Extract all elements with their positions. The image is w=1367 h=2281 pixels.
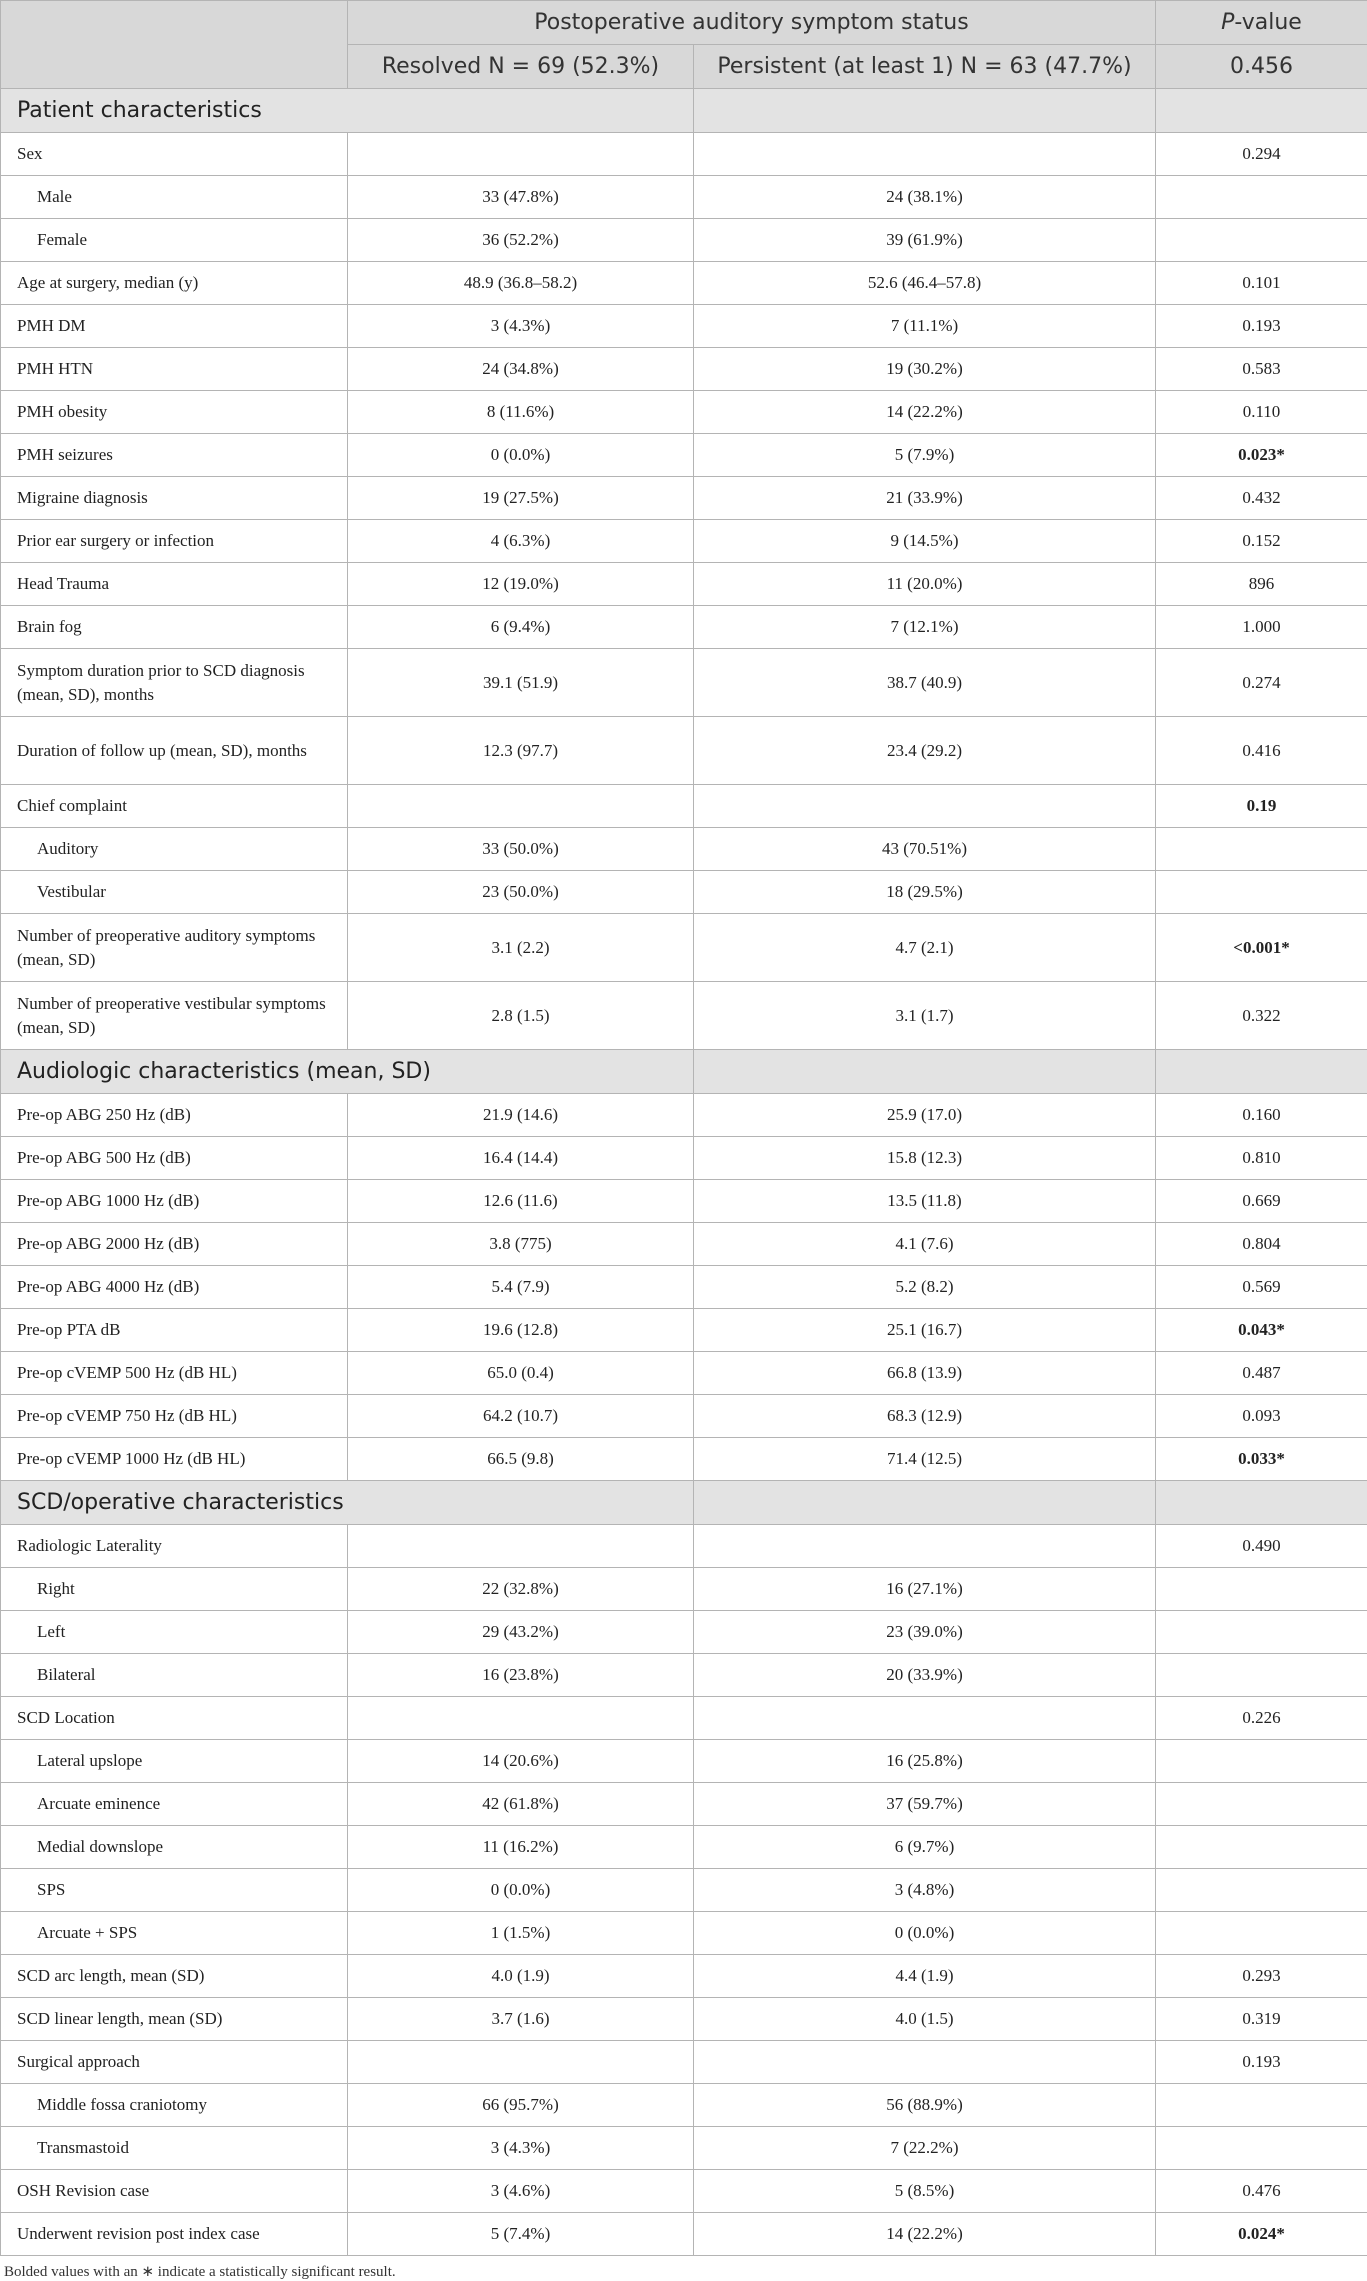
row-label: SPS — [1, 1869, 348, 1912]
persistent-value: 3 (4.8%) — [694, 1869, 1156, 1912]
p-value — [1156, 1654, 1367, 1697]
persistent-value: 3.1 (1.7) — [694, 982, 1156, 1050]
p-value — [1156, 2084, 1367, 2127]
row-label: PMH HTN — [1, 348, 348, 391]
persistent-value: 25.1 (16.7) — [694, 1309, 1156, 1352]
p-value: 0.432 — [1156, 477, 1367, 520]
table-row — [1, 1352, 1367, 1395]
persistent-value: 20 (33.9%) — [694, 1654, 1156, 1697]
resolved-value: 3.7 (1.6) — [348, 1998, 694, 2041]
resolved-value: 64.2 (10.7) — [348, 1395, 694, 1438]
persistent-value: 38.7 (40.9) — [694, 649, 1156, 717]
table-row — [1, 1654, 1367, 1697]
persistent-value: 14 (22.2%) — [694, 2213, 1156, 2256]
resolved-value: 42 (61.8%) — [348, 1783, 694, 1826]
persistent-value — [694, 2041, 1156, 2084]
table-row — [1, 785, 1367, 828]
table-row — [1, 348, 1367, 391]
resolved-value: 22 (32.8%) — [348, 1568, 694, 1611]
p-value — [1156, 871, 1367, 914]
table-row — [1, 262, 1367, 305]
p-value: 0.093 — [1156, 1395, 1367, 1438]
table-row — [1, 520, 1367, 563]
table-row — [1, 1266, 1367, 1309]
resolved-value: 12.6 (11.6) — [348, 1180, 694, 1223]
section-title: SCD/operative characteristics — [1, 1481, 694, 1525]
persistent-value: 56 (88.9%) — [694, 2084, 1156, 2127]
row-label: PMH obesity — [1, 391, 348, 434]
row-label: Surgical approach — [1, 2041, 348, 2084]
table-row — [1, 828, 1367, 871]
p-value: 0.101 — [1156, 262, 1367, 305]
table-body — [1, 89, 1367, 2256]
resolved-value: 12.3 (97.7) — [348, 717, 694, 785]
persistent-value: 7 (12.1%) — [694, 606, 1156, 649]
table-row — [1, 1137, 1367, 1180]
persistent-value: 13.5 (11.8) — [694, 1180, 1156, 1223]
persistent-value: 16 (25.8%) — [694, 1740, 1156, 1783]
p-value: 0.274 — [1156, 649, 1367, 717]
p-value: 0.193 — [1156, 2041, 1367, 2084]
persistent-value: 37 (59.7%) — [694, 1783, 1156, 1826]
resolved-value: 12 (19.0%) — [348, 563, 694, 606]
persistent-value — [694, 1525, 1156, 1568]
section-header-row — [1, 89, 1367, 133]
persistent-value: 43 (70.51%) — [694, 828, 1156, 871]
resolved-value: 3.1 (2.2) — [348, 914, 694, 982]
p-value — [1156, 1740, 1367, 1783]
row-label: Arcuate + SPS — [1, 1912, 348, 1955]
row-label: Head Trauma — [1, 563, 348, 606]
row-label: PMH seizures — [1, 434, 348, 477]
resolved-value: 4.0 (1.9) — [348, 1955, 694, 1998]
p-value-significant: 0.043* — [1156, 1309, 1367, 1352]
table-row — [1, 2170, 1367, 2213]
p-value: 0.193 — [1156, 305, 1367, 348]
table-row — [1, 1869, 1367, 1912]
persistent-value: 5.2 (8.2) — [694, 1266, 1156, 1309]
persistent-value: 7 (22.2%) — [694, 2127, 1156, 2170]
resolved-value — [348, 1525, 694, 1568]
row-label: Pre-op ABG 500 Hz (dB) — [1, 1137, 348, 1180]
resolved-value: 2.8 (1.5) — [348, 982, 694, 1050]
resolved-value: 66 (95.7%) — [348, 2084, 694, 2127]
persistent-value: 5 (8.5%) — [694, 2170, 1156, 2213]
row-label: SCD Location — [1, 1697, 348, 1740]
row-label: Bilateral — [1, 1654, 348, 1697]
persistent-value: 68.3 (12.9) — [694, 1395, 1156, 1438]
p-value: 0.152 — [1156, 520, 1367, 563]
table-row — [1, 305, 1367, 348]
row-label: OSH Revision case — [1, 2170, 348, 2213]
resolved-value: 0 (0.0%) — [348, 1869, 694, 1912]
resolved-value: 3 (4.3%) — [348, 305, 694, 348]
row-label: Radiologic Laterality — [1, 1525, 348, 1568]
table-row — [1, 2213, 1367, 2256]
row-label: Number of preoperative auditory symptoms (mean, SD) — [1, 914, 348, 982]
resolved-value: 1 (1.5%) — [348, 1912, 694, 1955]
row-label: Brain fog — [1, 606, 348, 649]
table-row — [1, 219, 1367, 262]
p-value-significant: <0.001* — [1156, 914, 1367, 982]
row-label: Medial downslope — [1, 1826, 348, 1869]
table-row — [1, 563, 1367, 606]
table-row — [1, 1180, 1367, 1223]
table-row — [1, 1611, 1367, 1654]
header-resolved: Resolved N = 69 (52.3%) — [348, 45, 694, 89]
p-value: 0.226 — [1156, 1697, 1367, 1740]
persistent-value: 23.4 (29.2) — [694, 717, 1156, 785]
resolved-value: 66.5 (9.8) — [348, 1438, 694, 1481]
resolved-value: 5 (7.4%) — [348, 2213, 694, 2256]
p-value — [1156, 2127, 1367, 2170]
section-blank-cell — [1156, 1050, 1367, 1094]
table-row — [1, 1697, 1367, 1740]
resolved-value: 3.8 (775) — [348, 1223, 694, 1266]
p-value: 896 — [1156, 563, 1367, 606]
row-label: Arcuate eminence — [1, 1783, 348, 1826]
persistent-value: 0 (0.0%) — [694, 1912, 1156, 1955]
table-row — [1, 1438, 1367, 1481]
table-row — [1, 982, 1367, 1050]
resolved-value: 3 (4.3%) — [348, 2127, 694, 2170]
resolved-value: 16.4 (14.4) — [348, 1137, 694, 1180]
resolved-value: 36 (52.2%) — [348, 219, 694, 262]
row-label: Pre-op PTA dB — [1, 1309, 348, 1352]
resolved-value: 16 (23.8%) — [348, 1654, 694, 1697]
row-label: Middle fossa craniotomy — [1, 2084, 348, 2127]
resolved-value: 29 (43.2%) — [348, 1611, 694, 1654]
section-header-row — [1, 1050, 1367, 1094]
table-row — [1, 1783, 1367, 1826]
header-blank-cell — [1, 1, 348, 89]
table-row — [1, 434, 1367, 477]
table-row — [1, 2084, 1367, 2127]
persistent-value: 9 (14.5%) — [694, 520, 1156, 563]
resolved-value: 19 (27.5%) — [348, 477, 694, 520]
header-overall-pvalue: 0.456 — [1156, 45, 1367, 89]
row-label: Pre-op cVEMP 750 Hz (dB HL) — [1, 1395, 348, 1438]
persistent-value — [694, 133, 1156, 176]
row-label: Age at surgery, median (y) — [1, 262, 348, 305]
p-value — [1156, 176, 1367, 219]
persistent-value — [694, 1697, 1156, 1740]
persistent-value: 25.9 (17.0) — [694, 1094, 1156, 1137]
table-row — [1, 1998, 1367, 2041]
table-row — [1, 606, 1367, 649]
persistent-value: 16 (27.1%) — [694, 1568, 1156, 1611]
section-blank-cell — [1156, 1481, 1367, 1525]
row-label: Symptom duration prior to SCD diagnosis (mean, SD), months — [1, 649, 348, 717]
section-blank-cell — [1156, 89, 1367, 133]
row-label: Pre-op cVEMP 1000 Hz (dB HL) — [1, 1438, 348, 1481]
persistent-value: 6 (9.7%) — [694, 1826, 1156, 1869]
resolved-value: 33 (47.8%) — [348, 176, 694, 219]
p-value-significant: 0.024* — [1156, 2213, 1367, 2256]
table-row — [1, 1395, 1367, 1438]
resolved-value — [348, 2041, 694, 2084]
row-label: Chief complaint — [1, 785, 348, 828]
table-row — [1, 649, 1367, 717]
p-value — [1156, 1611, 1367, 1654]
row-label: SCD linear length, mean (SD) — [1, 1998, 348, 2041]
section-title: Patient characteristics — [1, 89, 694, 133]
p-value — [1156, 1912, 1367, 1955]
row-label: Migraine diagnosis — [1, 477, 348, 520]
row-label: Duration of follow up (mean, SD), months — [1, 717, 348, 785]
persistent-value: 7 (11.1%) — [694, 305, 1156, 348]
p-value: 1.000 — [1156, 606, 1367, 649]
row-label: Pre-op ABG 1000 Hz (dB) — [1, 1180, 348, 1223]
p-value: 0.476 — [1156, 2170, 1367, 2213]
p-value — [1156, 1826, 1367, 1869]
row-label: Lateral upslope — [1, 1740, 348, 1783]
row-label: PMH DM — [1, 305, 348, 348]
persistent-value: 52.6 (46.4–57.8) — [694, 262, 1156, 305]
p-value: 0.293 — [1156, 1955, 1367, 1998]
persistent-value: 14 (22.2%) — [694, 391, 1156, 434]
p-value: 0.416 — [1156, 717, 1367, 785]
row-label: Sex — [1, 133, 348, 176]
p-value-significant: 0.033* — [1156, 1438, 1367, 1481]
resolved-value: 23 (50.0%) — [348, 871, 694, 914]
header-pvalue-italic: P — [1221, 10, 1234, 35]
table-row — [1, 717, 1367, 785]
resolved-value: 21.9 (14.6) — [348, 1094, 694, 1137]
row-label: Prior ear surgery or infection — [1, 520, 348, 563]
row-label: Pre-op cVEMP 500 Hz (dB HL) — [1, 1352, 348, 1395]
p-value — [1156, 1783, 1367, 1826]
table-row — [1, 1740, 1367, 1783]
table-row — [1, 1525, 1367, 1568]
row-label: Male — [1, 176, 348, 219]
resolved-value: 39.1 (51.9) — [348, 649, 694, 717]
section-blank-cell — [694, 1050, 1156, 1094]
table-row — [1, 1912, 1367, 1955]
resolved-value: 5.4 (7.9) — [348, 1266, 694, 1309]
persistent-value: 23 (39.0%) — [694, 1611, 1156, 1654]
row-label: Left — [1, 1611, 348, 1654]
row-label: Underwent revision post index case — [1, 2213, 348, 2256]
row-label: Vestibular — [1, 871, 348, 914]
table-row — [1, 477, 1367, 520]
section-blank-cell — [694, 1481, 1156, 1525]
p-value: 0.804 — [1156, 1223, 1367, 1266]
table-row — [1, 176, 1367, 219]
resolved-value: 3 (4.6%) — [348, 2170, 694, 2213]
p-value: 0.160 — [1156, 1094, 1367, 1137]
section-blank-cell — [694, 89, 1156, 133]
header-group-title: Postoperative auditory symptom status — [348, 1, 1156, 45]
row-label: Auditory — [1, 828, 348, 871]
table-row — [1, 2041, 1367, 2084]
resolved-value: 24 (34.8%) — [348, 348, 694, 391]
table-row — [1, 1309, 1367, 1352]
persistent-value: 15.8 (12.3) — [694, 1137, 1156, 1180]
row-label: Number of preoperative vestibular symptoms (mean, SD) — [1, 982, 348, 1050]
persistent-value: 21 (33.9%) — [694, 477, 1156, 520]
p-value: 0.487 — [1156, 1352, 1367, 1395]
resolved-value: 19.6 (12.8) — [348, 1309, 694, 1352]
resolved-value: 6 (9.4%) — [348, 606, 694, 649]
p-value: 0.569 — [1156, 1266, 1367, 1309]
row-label: Pre-op ABG 4000 Hz (dB) — [1, 1266, 348, 1309]
table-row — [1, 871, 1367, 914]
header-pvalue-rest: -value — [1234, 10, 1301, 35]
p-value-significant: 0.19 — [1156, 785, 1367, 828]
resolved-value — [348, 1697, 694, 1740]
table-row — [1, 391, 1367, 434]
resolved-value: 33 (50.0%) — [348, 828, 694, 871]
p-value — [1156, 219, 1367, 262]
p-value: 0.294 — [1156, 133, 1367, 176]
row-label: SCD arc length, mean (SD) — [1, 1955, 348, 1998]
resolved-value: 11 (16.2%) — [348, 1826, 694, 1869]
table-footnote: Bolded values with an ∗ indicate a statistically significant result. — [4, 2262, 396, 2281]
persistent-value: 4.0 (1.5) — [694, 1998, 1156, 2041]
section-header-row — [1, 1481, 1367, 1525]
persistent-value — [694, 785, 1156, 828]
persistent-value: 39 (61.9%) — [694, 219, 1156, 262]
header-persistent: Persistent (at least 1) N = 63 (47.7%) — [694, 45, 1156, 89]
table-row — [1, 2127, 1367, 2170]
p-value: 0.669 — [1156, 1180, 1367, 1223]
persistent-value: 19 (30.2%) — [694, 348, 1156, 391]
table-row — [1, 1568, 1367, 1611]
table-row — [1, 1094, 1367, 1137]
row-label: Transmastoid — [1, 2127, 348, 2170]
persistent-value: 66.8 (13.9) — [694, 1352, 1156, 1395]
p-value — [1156, 828, 1367, 871]
row-label: Right — [1, 1568, 348, 1611]
p-value: 0.322 — [1156, 982, 1367, 1050]
resolved-value: 0 (0.0%) — [348, 434, 694, 477]
table-row — [1, 133, 1367, 176]
resolved-value: 48.9 (36.8–58.2) — [348, 262, 694, 305]
row-label: Pre-op ABG 250 Hz (dB) — [1, 1094, 348, 1137]
persistent-value: 71.4 (12.5) — [694, 1438, 1156, 1481]
table-header — [1, 1, 1367, 89]
persistent-value: 11 (20.0%) — [694, 563, 1156, 606]
resolved-value: 4 (6.3%) — [348, 520, 694, 563]
table-row — [1, 1955, 1367, 1998]
p-value: 0.110 — [1156, 391, 1367, 434]
p-value: 0.319 — [1156, 1998, 1367, 2041]
table-row — [1, 1223, 1367, 1266]
row-label: Female — [1, 219, 348, 262]
p-value-significant: 0.023* — [1156, 434, 1367, 477]
resolved-value — [348, 133, 694, 176]
table-row — [1, 914, 1367, 982]
p-value — [1156, 1869, 1367, 1912]
p-value — [1156, 1568, 1367, 1611]
persistent-value: 5 (7.9%) — [694, 434, 1156, 477]
resolved-value: 65.0 (0.4) — [348, 1352, 694, 1395]
persistent-value: 4.7 (2.1) — [694, 914, 1156, 982]
p-value: 0.583 — [1156, 348, 1367, 391]
section-title: Audiologic characteristics (mean, SD) — [1, 1050, 694, 1094]
p-value: 0.490 — [1156, 1525, 1367, 1568]
persistent-value: 24 (38.1%) — [694, 176, 1156, 219]
resolved-value — [348, 785, 694, 828]
resolved-value: 14 (20.6%) — [348, 1740, 694, 1783]
persistent-value: 18 (29.5%) — [694, 871, 1156, 914]
persistent-value: 4.1 (7.6) — [694, 1223, 1156, 1266]
row-label: Pre-op ABG 2000 Hz (dB) — [1, 1223, 348, 1266]
table-row — [1, 1826, 1367, 1869]
header-pvalue-label — [1156, 1, 1367, 45]
p-value: 0.810 — [1156, 1137, 1367, 1180]
resolved-value: 8 (11.6%) — [348, 391, 694, 434]
persistent-value: 4.4 (1.9) — [694, 1955, 1156, 1998]
